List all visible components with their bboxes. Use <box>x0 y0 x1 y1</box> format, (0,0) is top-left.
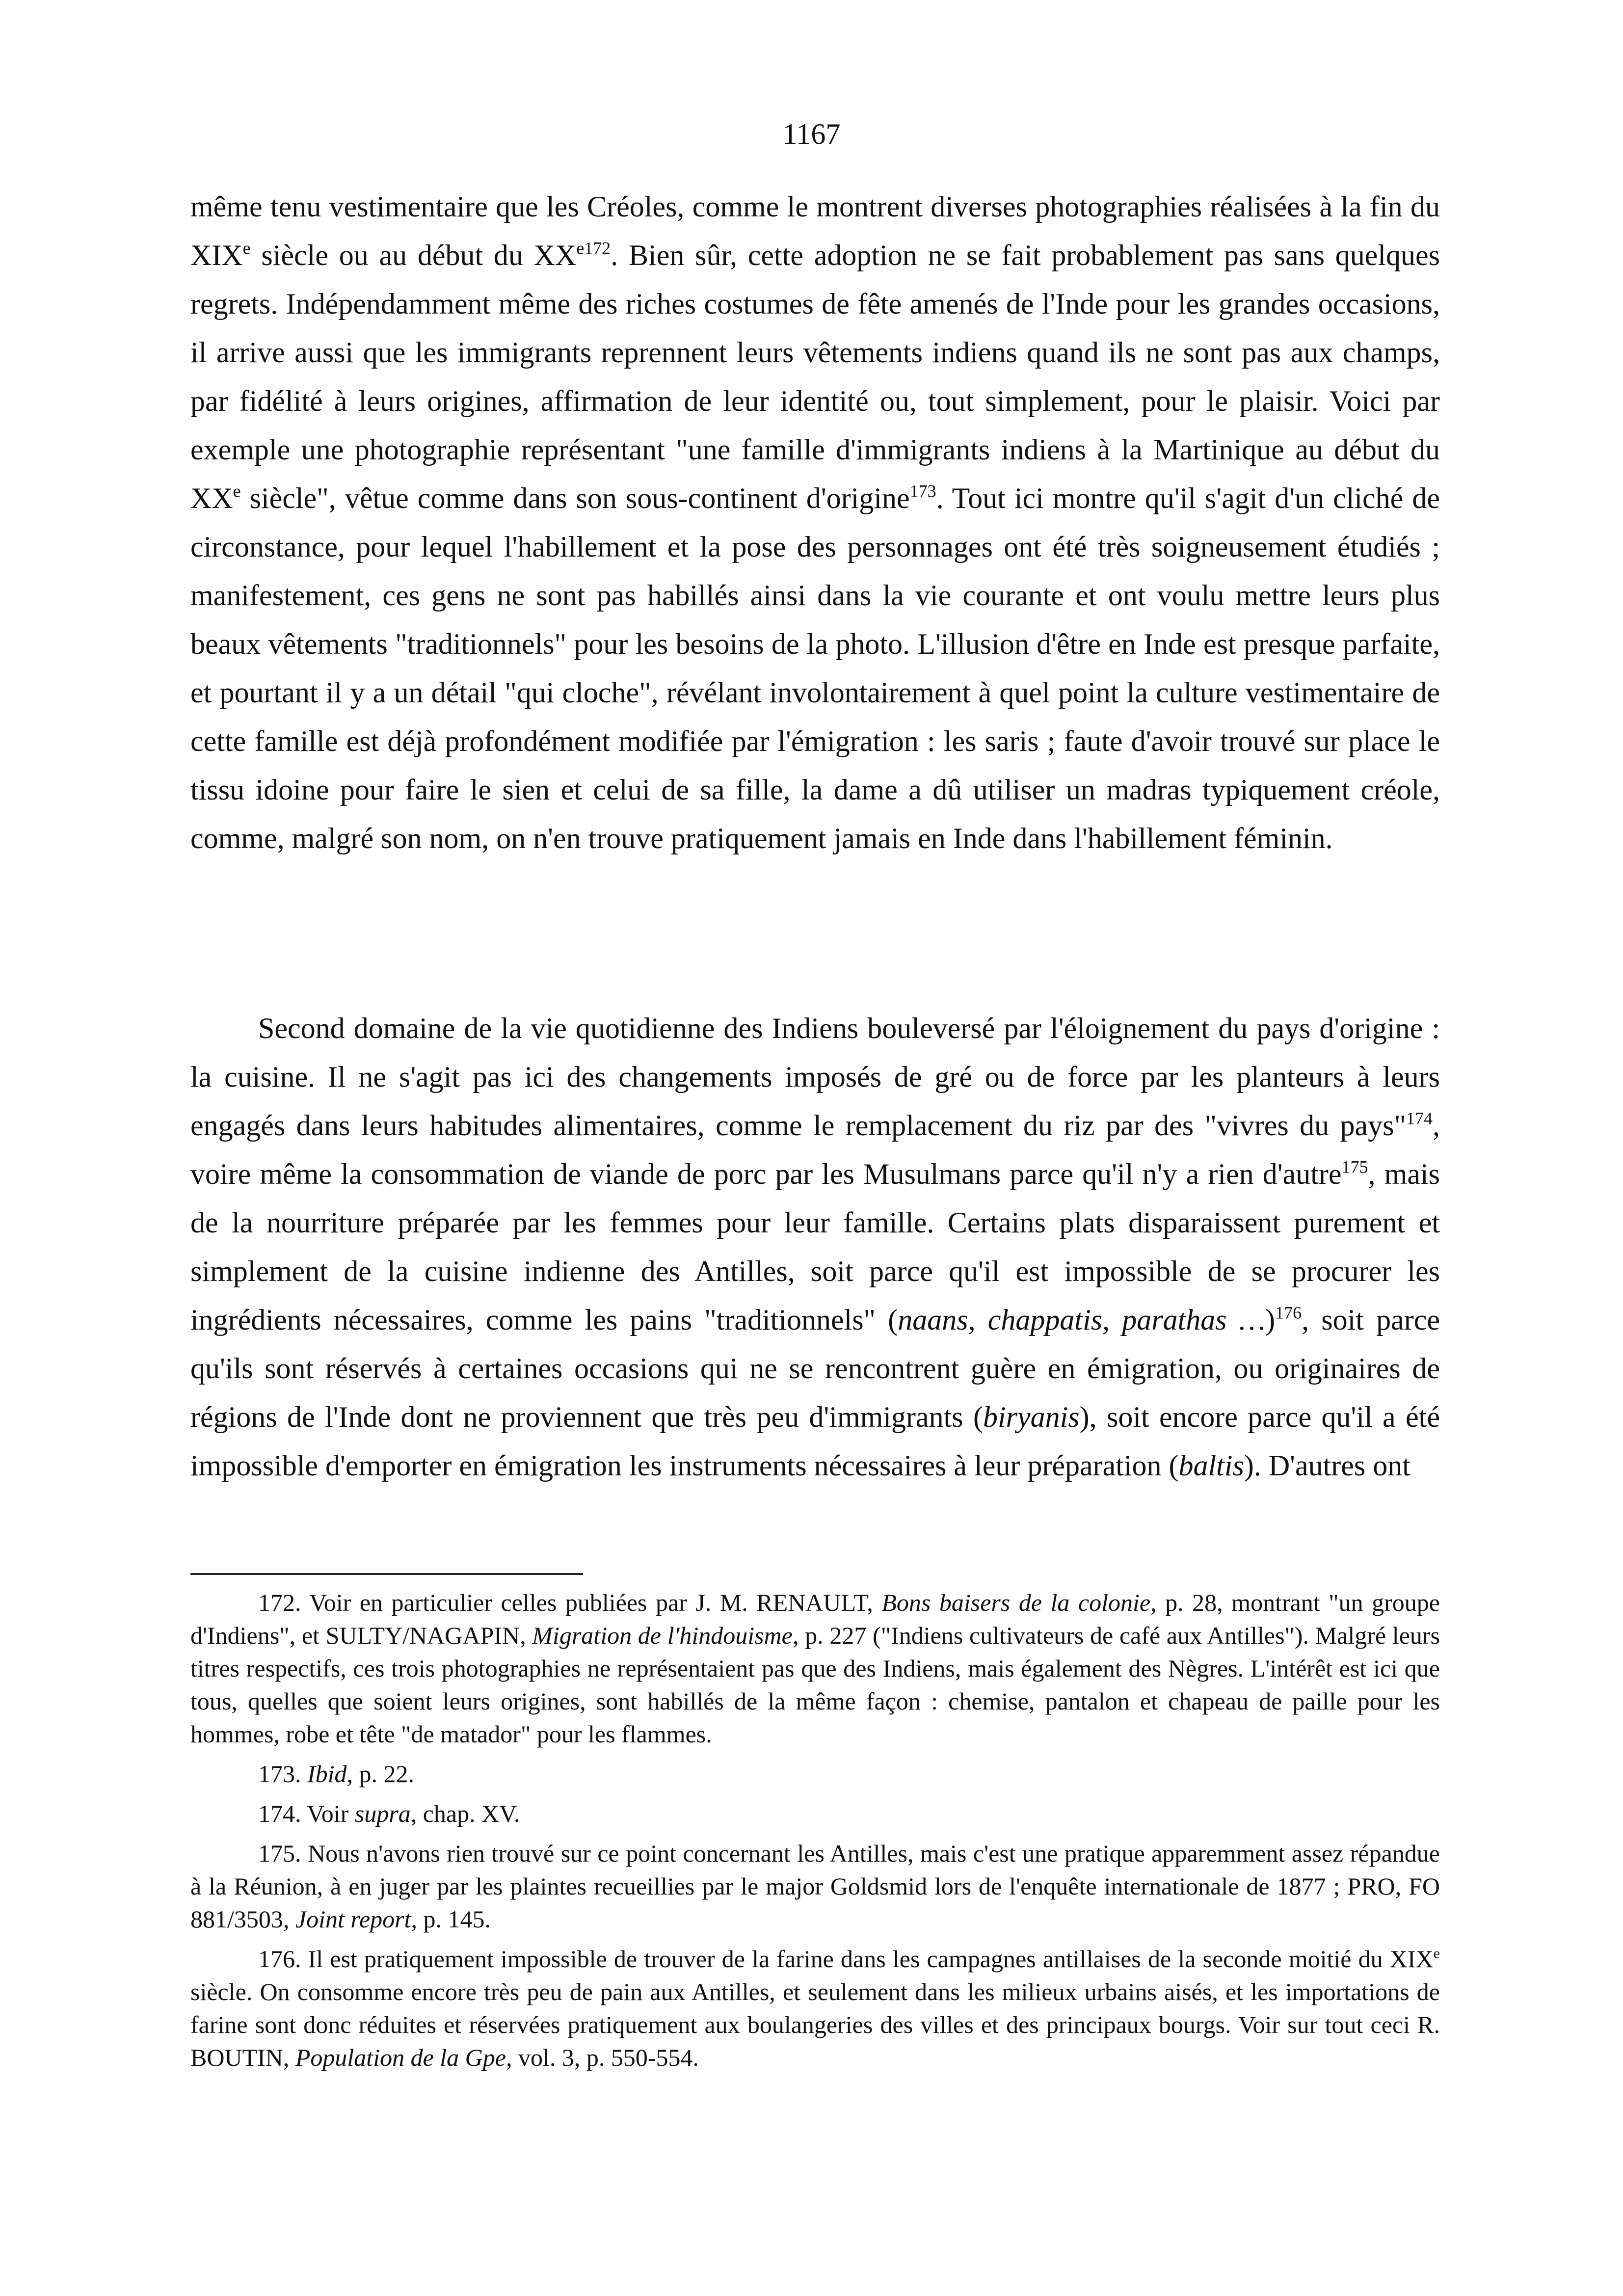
text-run: 173. <box>258 1760 307 1788</box>
footnote-176 <box>190 1943 1440 2074</box>
text-run: , vol. 3, p. 550-554. <box>506 2044 699 2071</box>
text-run: , p. 227 ("Indiens cultivateurs de café aux Antilles"). Malgré leurs titres respectifs, ces trois photographies ne représentaient pas que des Indiens, mais également des Nègres. L'intérêt est ici que tous, quelles que soient leurs origines, sont habillés de la même façon : chemise, pantalon et chapeau de paille pour les hommes, robe et tête "de matador" pour les flammes. <box>190 1622 1440 1748</box>
superscript: e <box>233 481 241 501</box>
text-run: ). D'autres ont <box>1244 1449 1410 1482</box>
text-run: , p. 28, montrant "un groupe d'Indiens", et SULTY/NAGAPIN, <box>190 1589 1440 1649</box>
italic-run: baltis <box>1178 1449 1244 1482</box>
italic-run: Bons baisers de la colonie <box>881 1589 1151 1616</box>
superscript: e <box>242 238 251 258</box>
text-run: siècle ou au début du XX <box>250 239 577 271</box>
text-run: ), soit encore parce qu'il a été impossible d'emporter en émigration les instruments nécessaires à leur préparation ( <box>190 1401 1440 1482</box>
text-run: , voire même la consommation de viande de porc par les Musulmans parce qu'il n'y a rien d'autre <box>190 1109 1440 1190</box>
italic-run: Joint report <box>295 1905 411 1933</box>
italic-run: Population de la Gpe <box>295 2044 506 2071</box>
footnote-ref-176: 176 <box>1275 1303 1302 1323</box>
body-paragraph-1 <box>190 183 1440 863</box>
text-run: . Tout ici montre qu'il s'agit d'un cliché de circonstance, pour lequel l'habillement et la pose des personnages ont été très soigneusement étudiés ; manifestement, ces gens ne sont pas habillés ainsi dans la vie courante et ont voulu mettre leurs plus beaux vêtements "traditionnels" pour les besoins de la photo. L'illusion d'être en Inde est presque parfaite, et pourtant il y a un détail "qui cloche", révélant involontairement à quel point la culture vestimentaire de cette famille est déjà profondément modifiée par l'émigration : les saris ; faute d'avoir trouvé sur place le tissu idoine pour faire le sien et celui de sa fille, la dame a dû utiliser un madras typiquement créole, comme, malgré son nom, on n'en trouve pratiquement jamais en Inde dans l'habillement féminin. <box>190 482 1440 854</box>
footnote-ref-174: 174 <box>1406 1108 1433 1128</box>
footnote-ref-172: e172 <box>576 238 611 258</box>
text-run: , mais de la nourriture préparée par les femmes pour leur famille. Certains plats disparaissent purement et simplement de la cuisine indienne des Antilles, soit parce qu'il est impossible de se procurer les ingrédients nécessaires, comme les pains "traditionnels" ( <box>190 1158 1440 1336</box>
italic-run: Ibid <box>307 1760 347 1788</box>
text-run: . Bien sûr, cette adoption ne se fait probablement pas sans quelques regrets. Indépendamment même des riches costumes de fête amenés de l'Inde pour les grandes occasions, il arrive aussi que les immigrants reprennent leurs vêtements indiens quand ils ne sont pas aux champs, par fidélité à leurs origines, affirmation de leur identité ou, tout simplement, pour le plaisir. Voici par exemple une photographie représentant "une famille d'immigrants indiens à la Martinique au début du XX <box>190 239 1440 514</box>
text-run: 172. Voir en particulier celles publiées par J. M. RENAULT, <box>258 1589 882 1616</box>
footnote-ref-173: 173 <box>909 481 936 501</box>
paragraph-text <box>190 1004 1440 1490</box>
paragraph-text <box>190 183 1440 863</box>
text-run: Second domaine de la vie quotidienne des Indiens bouleversé par l'éloignement du pays d'origine : la cuisine. Il ne s'agit pas ici des changements imposés de gré ou de force par les planteurs à leurs engagés dans leurs habitudes alimentaires, comme le remplacement du riz par des "vivres du pays" <box>190 1012 1440 1142</box>
text-run: ) <box>1265 1304 1276 1336</box>
italic-run: biryanis <box>983 1401 1080 1433</box>
footnote-ref-175: 175 <box>1341 1157 1368 1177</box>
text-run: 175. Nous n'avons rien trouvé sur ce point concernant les Antilles, mais c'est une pratique apparemment assez répandue à la Réunion, à en juger par les plaintes recueillies par le major Goldsmid lors de l'enquête internationale de 1877 ; PRO, FO 881/3503, <box>190 1840 1440 1933</box>
superscript: e <box>1433 1945 1440 1962</box>
body-paragraph-2 <box>190 1004 1440 1490</box>
italic-run: Migration de l'hindouisme <box>532 1622 793 1649</box>
text-run: même tenu vestimentaire que les Créoles, comme le montrent diverses photographies réalisées à la fin du XIX <box>190 190 1440 271</box>
text-run: , p. 22. <box>346 1760 415 1788</box>
text-run: siècle. On consomme encore très peu de pain aux Antilles, et seulement dans les milieux urbains aisés, et les importations de farine sont donc réduites et réservées pratiquement aux boulangeries des villes et des principaux bourgs. Voir sur tout ceci R. BOUTIN, <box>190 1978 1440 2071</box>
text-run: 176. Il est pratiquement impossible de trouver de la farine dans les campagnes antillaises de la seconde moitié du XIX <box>258 1945 1434 1973</box>
text-run: siècle", vêtue comme dans son sous-continent d'origine <box>240 482 910 514</box>
footnotes <box>190 1586 1440 2081</box>
footnote-174 <box>190 1797 1440 1830</box>
italic-run: supra <box>354 1800 411 1827</box>
footnote-175 <box>190 1837 1440 1936</box>
footnote-172 <box>190 1586 1440 1751</box>
text-run: 174. Voir <box>258 1800 355 1827</box>
text-run: , p. 145. <box>411 1905 491 1933</box>
italic-run: naans, chappatis, parathas … <box>898 1304 1266 1336</box>
footnote-separator <box>190 1573 583 1575</box>
footnote-173 <box>190 1758 1440 1790</box>
text-run: , chap. XV. <box>410 1800 520 1827</box>
text-run: , soit parce qu'ils sont réservés à certaines occasions qui ne se rencontrent guère en émigration, ou originaires de régions de l'Inde dont ne proviennent que très peu d'immigrants ( <box>190 1304 1440 1433</box>
page-number: 1167 <box>782 118 841 150</box>
